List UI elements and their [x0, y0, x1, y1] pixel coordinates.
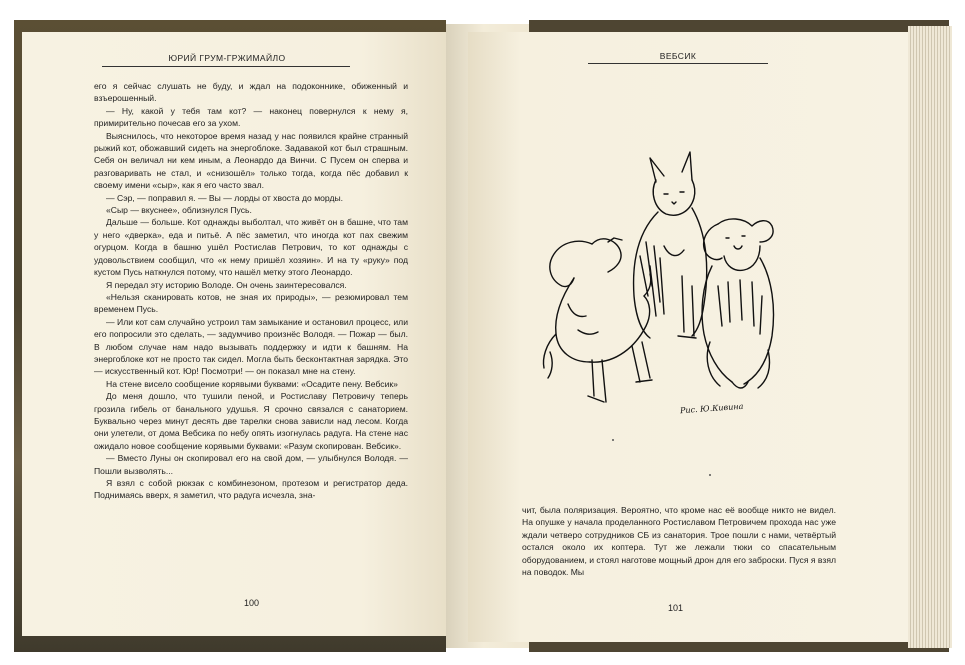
- cat-drawing: [634, 152, 707, 338]
- paragraph: Дальше — больше. Кот однажды выболтал, что живёт он в башне, что там у него «дверка», еда и питьё. А пёс заметил, что иногда кот пах свежим огурцом. Когда в башню ушёл Ростислав Петрович, то кот однажды с удовольствием сообщил, что «к нему пришёл хозяин». И на ту «руку» под кустом Пусь наткнулся потому, что нашёл метку этого Леонардо.: [94, 217, 408, 278]
- paragraph: На стене висело сообщение корявыми буквами: «Осадите пену. Вебсик»: [106, 378, 398, 389]
- paragraph: его я сейчас слушать не буду, и ждал на подоконнике, обиженный и взъерошенный.: [94, 81, 408, 104]
- right-page-header: ВЕБСИК: [659, 51, 697, 61]
- paragraph: чит, была поляризация. Вероятно, что кроме нас её вообще никто не видел. На опушке у начала проделанного Ростиславом Петровичем прохода нас уже ждали четверо сотрудников СБ из санатория. Трое пошли с нами, четвёртый остался около их коптера. Тут же лежали тюки со спасательным оборудованием, и стоял наготове мощный дрон для его заброски. Пуся я взял на поводок. Мы: [522, 505, 836, 578]
- right-header-rule: [588, 63, 768, 64]
- page-edges: [908, 26, 952, 648]
- paragraph: Я передал эту историю Володе. Он очень заинтересовался.: [106, 279, 347, 290]
- left-page-text: [94, 80, 408, 502]
- paragraph: — Сэр, — поправил я. — Вы — лорды от хвоста до морды.: [106, 192, 344, 203]
- left-page-header: ЮРИЙ ГРУМ-ГРЖИМАЙЛО: [168, 53, 286, 63]
- paragraph: Выяснилось, что некоторое время назад у нас появился крайне странный рыжий кот, обожавший сидеть на энергоблоке. Задавакой кот был страшным. Себя он величал ни кем иным, а Леонардо да Винчи. С Пусем он сперва и разговаривать не стал, и «снизошёл» только тогда, когда пёс добавил к своему имени «сыр», как я его часто звал.: [94, 130, 408, 191]
- paragraph: — Или кот сам случайно устроил там замыкание и остановил процесс, или его попросили это сделать, — задумчиво произнёс Володя. — Пожар — был. В любом случае нам надо вызывать поддержку и идти к башням. На энергоблоке кот не просто так сидел. Могла быть бесконтактная зарядка. Это — искусственный кот. Юр! Посмотри! — он показал мне на стену.: [94, 316, 408, 377]
- cat-and-dogs-illustration: [532, 146, 800, 436]
- paragraph: «Нельзя сканировать котов, не зная их природы», — резюмировал тем временем Пусь.: [94, 291, 408, 315]
- paragraph: — Ну, какой у тебя там кот? — наконец повернулся к нему я, примирительно почесав его за ухом.: [94, 105, 408, 129]
- right-dog-drawing: [702, 219, 773, 388]
- paragraph: До меня дошло, что тушили пеной, и Ростиславу Петровичу теперь грозила гибель от банального удушья. Я срочно связался с санаторием. Буквально через минут десять две тарелки снова зависли над лесом. Когда они улетели, от дома Вебсика по небу опять изогнулась радуга. На стене нас ожидало новое сообщение корявыми буквами: «Разум скопирован. Вебсик».: [94, 391, 408, 451]
- paragraph: — Вместо Луны он скопировал его на свой дом, — улыбнулся Володя. — Пошли вызволять...: [94, 453, 408, 476]
- paragraph: «Сыр — вкуснее», облизнулся Пусь.: [106, 205, 252, 216]
- paragraph: Я взял с собой рюкзак с комбинезоном, протезом и регистратор деда. Поднимаясь вверх, я заметил, что радуга исчезла, зна-: [94, 478, 408, 501]
- right-page-number: 101: [668, 603, 684, 613]
- left-page-number: 100: [244, 598, 260, 608]
- right-page-text: [522, 504, 836, 578]
- illustration-caption: Рис. Ю.Кивина: [679, 401, 744, 416]
- page-speck: [709, 474, 711, 476]
- left-dog-drawing: [544, 238, 653, 402]
- page-speck: [612, 439, 614, 441]
- left-header-rule: [102, 66, 350, 67]
